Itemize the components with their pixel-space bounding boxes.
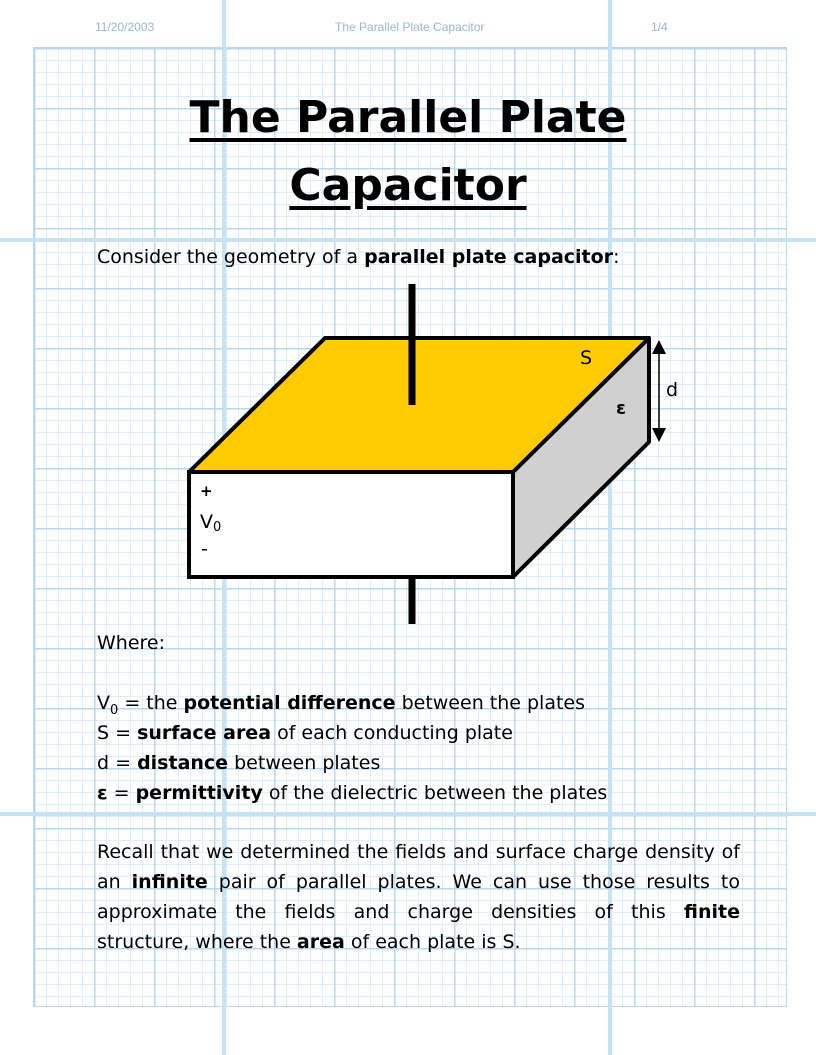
- recall-text: pair of parallel plates. We can use those results to approximate the fields and charge densities of this: [97, 871, 740, 923]
- definition-voltage: [97, 688, 607, 718]
- header-page-number: 1/4: [651, 20, 668, 34]
- def-rest: between plates: [228, 752, 381, 774]
- definitions-list: [97, 688, 607, 808]
- distance-arrow-head-top: [652, 340, 666, 354]
- def-subscript: 0: [110, 702, 119, 718]
- def-rest: of each conducting plate: [271, 722, 513, 744]
- title-line-1: The Parallel Plate: [189, 92, 627, 143]
- label-minus: -: [201, 538, 208, 560]
- intro-end: :: [613, 246, 620, 268]
- def-term: potential difference: [183, 692, 396, 714]
- label-distance: d: [666, 379, 679, 401]
- def-symbol: ε: [97, 782, 108, 804]
- def-rest: of the dielectric between the plates: [262, 782, 608, 804]
- def-term: distance: [137, 752, 229, 774]
- recall-bold-area: area: [296, 931, 345, 953]
- distance-arrow-head-bottom: [652, 428, 666, 442]
- def-equals: =: [109, 722, 138, 744]
- def-equals: =: [107, 782, 136, 804]
- label-surface-area: S: [580, 347, 593, 369]
- where-label: Where:: [97, 632, 166, 654]
- recall-paragraph: [97, 837, 740, 957]
- definition-surface-area: [97, 718, 607, 748]
- dielectric-front-face: [189, 472, 513, 577]
- label-permittivity: ε: [616, 398, 627, 419]
- definition-distance: [97, 748, 607, 778]
- recall-bold-finite: finite: [683, 901, 740, 923]
- recall-text: structure, where the: [97, 931, 297, 953]
- def-symbol: d: [97, 752, 110, 774]
- header-date: 11/20/2003: [95, 20, 155, 34]
- def-equals: = the: [118, 692, 184, 714]
- def-symbol: S: [97, 722, 110, 744]
- header-doc-title: The Parallel Plate Capacitor: [335, 20, 485, 34]
- intro-bold: parallel plate capacitor: [364, 246, 614, 268]
- label-plus: +: [200, 482, 213, 500]
- label-voltage-symbol: V: [200, 511, 213, 533]
- intro-text: Consider the geometry of a: [97, 246, 365, 268]
- def-equals: =: [109, 752, 138, 774]
- recall-bold-infinite: infinite: [131, 871, 208, 893]
- label-voltage-subscript: 0: [213, 520, 222, 535]
- recall-text: Recall that we determined the fields and surface charge density of an: [97, 841, 740, 893]
- definition-permittivity: [97, 778, 607, 808]
- def-rest: between the plates: [395, 692, 586, 714]
- title-line-2: Capacitor: [289, 160, 527, 211]
- recall-text: of each plate is S.: [344, 931, 521, 953]
- def-symbol: V: [97, 692, 110, 714]
- def-term: permittivity: [135, 782, 263, 804]
- def-term: surface area: [137, 722, 272, 744]
